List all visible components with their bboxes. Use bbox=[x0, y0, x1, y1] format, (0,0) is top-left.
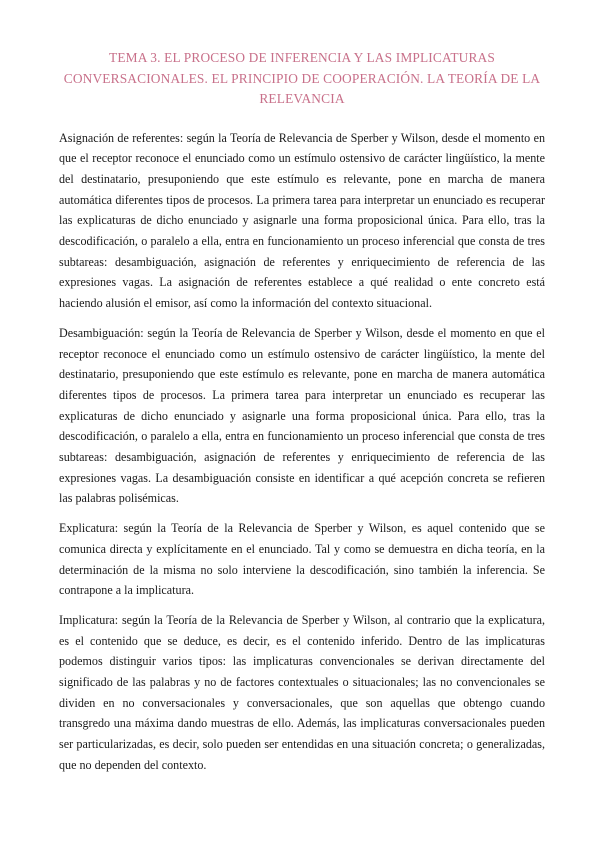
paragraph-implicatura: Implicatura: según la Teoría de la Relevancia de Sperber y Wilson, al contrario que la explicatura, es el contenido que se deduce, es decir, es el contenido inferido. Dentro de las implicaturas podemos distinguir varios tipos: las implicaturas convencionales se derivan directamente del significado de las palabras y no de factores contextuales o situacionales; las no convencionales se dividen en no conversacionales y conversacionales, que son aquellas que obtengo cuando transgredo una máxima dando muestras de ello. Además, las implicaturas conversacionales pueden ser particularizadas, es decir, solo pueden ser entendidas en una situación concreta; o generalizadas, que no dependen del contexto. bbox=[59, 612, 545, 772]
paragraph-asignacion-referentes: Asignación de referentes: según la Teoría de Relevancia de Sperber y Wilson, desde el momento en que el receptor reconoce el enunciado como un estímulo ostensivo de carácter lingüístico, la mente del destinatario, presuponiendo que este estímulo es relevante, pone en marcha de manera automática diferentes tipos de procesos. La primera tarea para interpretar un enunciado es recuperar las explicaturas de dicho enunciado y asignarle una forma proposicional única. Para ello, tras la descodificación, o paralelo a ella, entra en funcionamiento un proceso inferencial que consta de tres subtareas: desambiguación, asignación de referentes y enriquecimiento de referencia de las expresiones vagas. La asignación de referentes establece a qué realidad o ente concreto está haciendo alusión el emisor, así como la información del contexto situacional. bbox=[59, 130, 545, 311]
document-title: TEMA 3. EL PROCESO DE INFERENCIA Y LAS IMPLICATURAS CONVERSACIONALES. EL PRINCIPIO DE COOPERACIÓN. LA TEORÍA DE LA RELEVANCIA bbox=[63, 50, 541, 106]
paragraph-desambiguacion: Desambiguación: según la Teoría de Relevancia de Sperber y Wilson, desde el momento en que el receptor reconoce el enunciado como un estímulo ostensivo de carácter lingüístico, la mente del destinatario, presuponiendo que este estímulo es relevante, pone en marcha de manera automática diferentes tipos de procesos. La primera tarea para interpretar un enunciado es recuperar las explicaturas de dicho enunciado y asignarle una forma proposicional única. Para ello, tras la descodificación, o paralelo a ella, entra en funcionamiento un proceso inferencial que consta de tres subtareas: desambiguación, asignación de referentes y enriquecimiento de referencia de las expresiones vagas. La desambiguación consiste en identificar a qué acepción concreta se refieren las palabras polisémicas. bbox=[59, 325, 545, 506]
paragraph-explicatura: Explicatura: según la Teoría de la Relevancia de Sperber y Wilson, es aquel contenido que se comunica directa y explícitamente en el enunciado. Tal y como se demuestra en dicha teoría, en la determinación de la misma no solo interviene la descodificación, sino también la inferencia. Se contrapone a la implicatura. bbox=[59, 521, 545, 598]
